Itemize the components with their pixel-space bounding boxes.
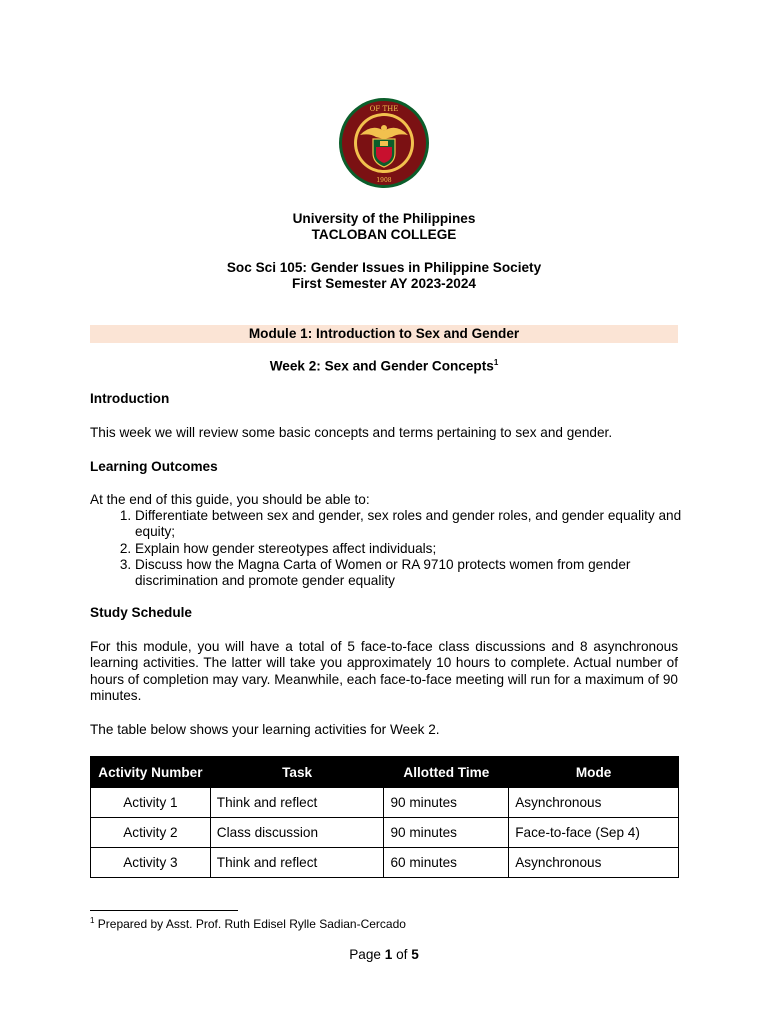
module-title-band — [90, 325, 678, 343]
column-header: Activity Number — [91, 757, 211, 788]
study-schedule-text: For this module, you will have a total of 5 face-to-face class discussions and 8 asynchronous learning activities. The latter will take you approximately 10 hours to complete. Actual number of hours of completion may vary. Meanwhile, each face-to-face meeting will run for a maximum of 90 minutes. — [90, 639, 678, 703]
table-header-row — [91, 757, 679, 788]
list-item: 2. Explain how gender stereotypes affect individuals; — [135, 541, 695, 557]
learning-outcomes-lead: At the end of this guide, you should be able to: — [90, 492, 370, 507]
study-schedule-heading: Study Schedule — [90, 605, 192, 620]
university-name: University of the Philippines — [292, 211, 476, 226]
table-cell: Asynchronous — [509, 788, 679, 818]
college-name: TACLOBAN COLLEGE — [311, 227, 457, 242]
table-cell: Face-to-face (Sep 4) — [509, 818, 679, 848]
module-title: Module 1: Introduction to Sex and Gender — [248, 326, 520, 341]
table-cell: Activity 3 — [91, 848, 211, 878]
semester-label: First Semester AY 2023-2024 — [292, 276, 476, 291]
column-header: Mode — [509, 757, 679, 788]
week-title: Week 2: Sex and Gender Concepts$^1$ — [269, 358, 499, 374]
column-header: Allotted Time — [384, 757, 509, 788]
table-cell: Activity 2 — [91, 818, 211, 848]
table-row — [91, 788, 679, 818]
list-item: 3. Discuss how the Magna Carta of Women or RA 9710 protects women from gender discrimination and promote gender equality — [135, 557, 695, 590]
table-cell: Class discussion — [210, 818, 384, 848]
table-cell: Activity 1 — [91, 788, 211, 818]
footnote-mark: 1 — [90, 916, 95, 925]
course-title: Soc Sci 105: Gender Issues in Philippine Society — [226, 260, 542, 275]
column-header: Task — [210, 757, 384, 788]
svg-text:OF THE: OF THE — [369, 105, 399, 113]
up-seal-logo — [338, 97, 430, 189]
learning-outcomes-list — [90, 508, 695, 589]
table-cell: Think and reflect — [210, 788, 384, 818]
university-seal — [338, 97, 430, 189]
table-row — [91, 818, 679, 848]
footnote — [90, 916, 406, 931]
footnote-divider — [90, 910, 238, 911]
table-intro: The table below shows your learning activities for Week 2. — [90, 722, 440, 737]
introduction-heading: Introduction — [90, 391, 170, 406]
table-cell: 90 minutes — [384, 818, 509, 848]
footnote-text: Prepared by Asst. Prof. Ruth Edisel Rylle Sadian-Cercado — [94, 917, 406, 931]
learning-outcomes-heading: Learning Outcomes — [90, 459, 218, 474]
footnote-ref[interactable]: 1 — [493, 358, 499, 367]
table-cell: Asynchronous — [509, 848, 679, 878]
table-cell: 60 minutes — [384, 848, 509, 878]
activities-table — [90, 756, 679, 878]
table-cell: 90 minutes — [384, 788, 509, 818]
table-row — [91, 848, 679, 878]
table-cell: Think and reflect — [210, 848, 384, 878]
svg-text:1908: 1908 — [376, 177, 392, 184]
list-item: 1. Differentiate between sex and gender, sex roles and gender roles, and gender equality and equity; — [135, 508, 695, 541]
introduction-text: This week we will review some basic concepts and terms pertaining to sex and gender. — [90, 425, 613, 440]
page-number: Page 1 of 5 — [349, 947, 419, 962]
